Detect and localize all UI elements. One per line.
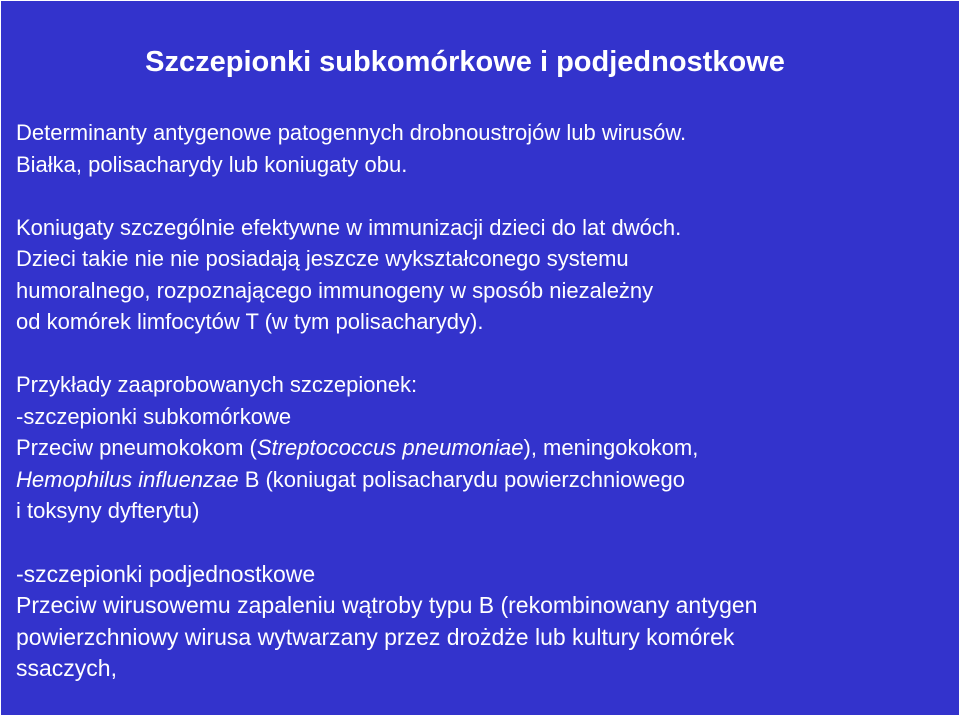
paragraph-examples <box>16 369 946 527</box>
text-line: Determinanty antygenowe patogennych drobnoustrojów lub wirusów. <box>16 120 687 145</box>
slide-title: Szczepionki subkomórkowe i podjednostkowe <box>145 46 785 78</box>
text-line: i toksyny dyfterytu) <box>16 498 200 523</box>
text-line: humoralnego, rozpoznającego immunogeny w sposób niezależny <box>16 277 654 303</box>
text-line: Koniugaty szczególnie efektywne w immunizacji dzieci do lat dwóch. <box>16 214 682 240</box>
text-line: powierzchniowy wirusa wytwarzany przez drożdże lub kultury komórek <box>16 623 735 650</box>
species-name: Streptococcus pneumoniae <box>256 435 524 460</box>
text-segment: Przeciw pneumokokom ( <box>16 435 257 460</box>
paragraph-conjugates <box>16 212 946 338</box>
paragraph-spacer <box>16 180 946 212</box>
paragraph-subunit <box>16 559 946 685</box>
paragraph-spacer <box>16 527 946 559</box>
text-line-hemophilus <box>16 464 946 496</box>
text-segment: B (koniugat polisacharydu powierzchniowego <box>238 466 685 492</box>
slide <box>1 1 959 715</box>
text-line: -szczepionki podjednostkowe <box>16 560 316 587</box>
text-line: Białka, polisacharydy lub koniugaty obu. <box>16 151 408 177</box>
paragraph-spacer <box>16 338 946 370</box>
paragraph-determinants <box>16 117 946 180</box>
species-name: Hemophilus influenzae <box>16 466 239 492</box>
text-line: Przykłady zaaprobowanych szczepionek: <box>16 372 418 397</box>
text-line: -szczepionki subkomórkowe <box>16 403 292 429</box>
text-line-pneumococci <box>16 432 946 464</box>
slide-body <box>16 117 946 685</box>
text-line: od komórek limfocytów T (w tym polisacharydy). <box>16 309 484 334</box>
text-line: ssaczych, <box>16 655 117 681</box>
text-line: Dzieci takie nie nie posiadają jeszcze wykształconego systemu <box>16 246 629 271</box>
text-line: Przeciw wirusowemu zapaleniu wątroby typu B (rekombinowany antygen <box>16 592 758 618</box>
text-segment: ), meningokokom, <box>523 435 699 460</box>
